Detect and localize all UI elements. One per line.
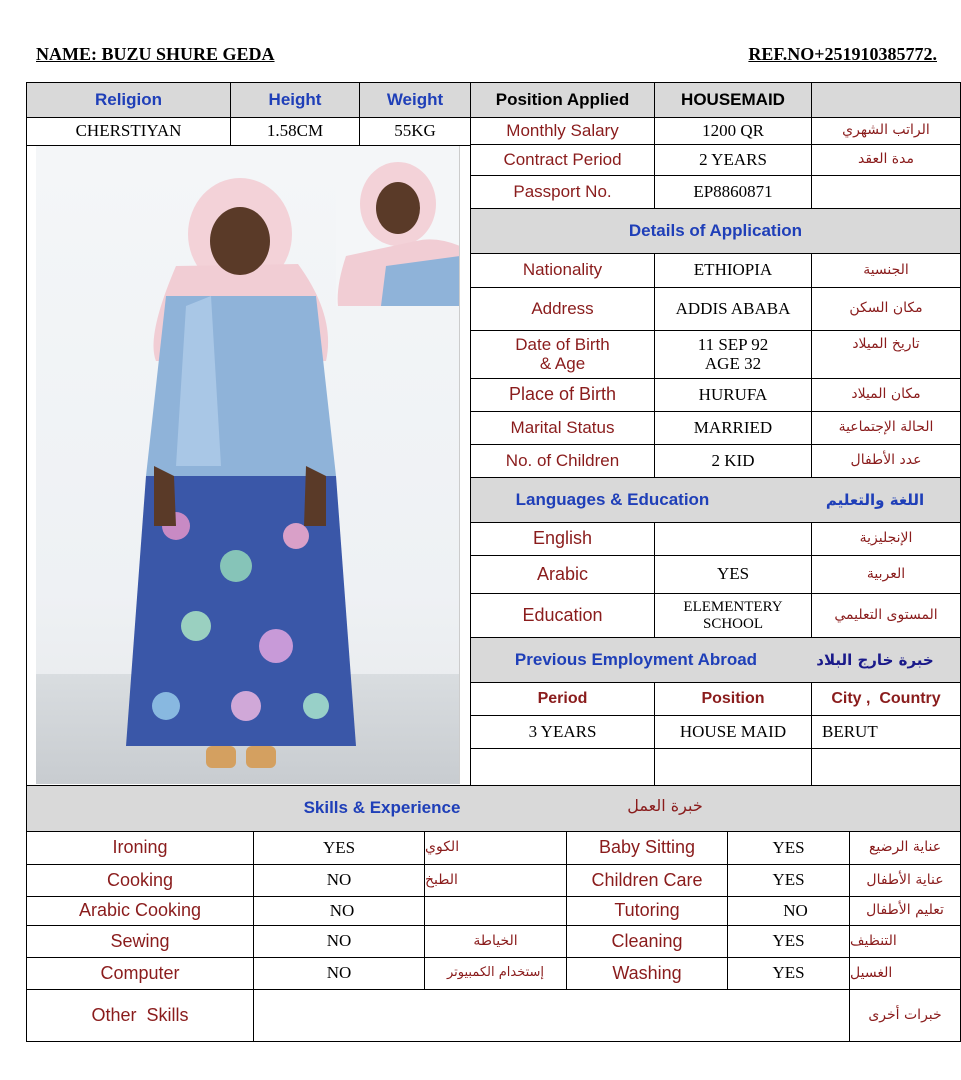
skill-cleaning-value: YES bbox=[772, 931, 805, 951]
arabic-value: YES bbox=[716, 564, 750, 584]
employment-section-title-arabic: خبرة خارج البلاد bbox=[816, 650, 934, 669]
candidate-name: NAME: BUZU SHURE GEDA bbox=[36, 44, 275, 64]
children-arabic: عدد الأطفال bbox=[850, 452, 922, 469]
languages-section-title: Languages & Education bbox=[515, 489, 710, 509]
skill-arabic-cooking-label: Arabic Cooking bbox=[78, 900, 202, 921]
employment-col-position: Position bbox=[701, 690, 765, 708]
skill-children-care-arabic: عناية الأطفال bbox=[866, 871, 944, 888]
other-skills-value bbox=[254, 990, 849, 1041]
employment-city-value: BERUT bbox=[822, 721, 878, 741]
place-of-birth-value: HURUFA bbox=[698, 384, 768, 404]
english-label: English bbox=[532, 528, 593, 549]
skill-tutoring-label: Tutoring bbox=[614, 900, 680, 921]
children-value: 2 KID bbox=[711, 450, 755, 470]
dob-value-date: 11 SEP 92 bbox=[697, 334, 769, 354]
details-section-title: Details of Application bbox=[471, 209, 960, 253]
skills-section-title-arabic: خبرة العمل bbox=[627, 796, 703, 816]
skill-arabic-cooking-value: NO bbox=[329, 900, 355, 920]
monthly-salary-label: Monthly Salary bbox=[506, 120, 619, 140]
height-value: 1.58CM bbox=[266, 120, 324, 140]
passport-photo-icon bbox=[336, 146, 460, 306]
skill-ironing-label: Ironing bbox=[112, 837, 168, 858]
skill-cooking-arabic: الطبخ bbox=[425, 871, 458, 888]
address-label: Address bbox=[531, 298, 594, 318]
place-of-birth-label: Place of Birth bbox=[508, 384, 617, 405]
weight-header: Weight bbox=[386, 89, 444, 109]
monthly-salary-arabic: الراتب الشهري bbox=[842, 122, 930, 139]
employment-period-value: 3 YEARS bbox=[528, 721, 597, 741]
place-of-birth-arabic: مكان الميلاد bbox=[851, 386, 921, 403]
skill-cooking-label: Cooking bbox=[106, 869, 174, 890]
skill-computer-arabic: إستخدام الكمبيوتر bbox=[446, 965, 545, 981]
candidate-photo bbox=[36, 146, 460, 784]
full-body-figure-icon bbox=[126, 178, 356, 768]
position-applied-label: Position Applied bbox=[495, 89, 630, 109]
skills-section-title: Skills & Experience bbox=[303, 798, 461, 818]
passport-label: Passport No. bbox=[513, 181, 612, 201]
employment-section-title: Previous Employment Abroad bbox=[514, 649, 758, 669]
weight-value: 55KG bbox=[394, 120, 436, 140]
skill-ironing-arabic: الكوي bbox=[425, 839, 460, 856]
skill-washing-label: Washing bbox=[612, 962, 682, 983]
skill-sewing-value: NO bbox=[326, 931, 352, 951]
marital-status-arabic: الحالة الإجتماعية bbox=[838, 419, 934, 436]
dob-arabic: تاريخ الميلاد bbox=[852, 336, 920, 352]
skill-baby-sitting-arabic: عناية الرضيع bbox=[868, 839, 942, 856]
employment-position-value: HOUSE MAID bbox=[679, 721, 787, 741]
children-label: No. of Children bbox=[505, 450, 620, 470]
arabic-label: Arabic bbox=[536, 563, 589, 584]
marital-status-value: MARRIED bbox=[693, 417, 773, 437]
skill-children-care-label: Children Care bbox=[591, 869, 703, 890]
dob-value-age: AGE 32 bbox=[704, 353, 762, 373]
dob-label-line1: Date of Birth bbox=[515, 334, 610, 354]
monthly-salary-value: 1200 QR bbox=[702, 120, 764, 140]
skill-tutoring-value: NO bbox=[783, 900, 808, 920]
employment-col-period: Period bbox=[537, 690, 588, 708]
english-value bbox=[655, 523, 811, 555]
languages-section-title-arabic: اللغة والتعليم bbox=[825, 490, 925, 509]
skill-children-care-value: YES bbox=[772, 870, 805, 890]
dob-label-line2: & Age bbox=[539, 353, 586, 373]
religion-value: CHERSTIYAN bbox=[75, 120, 182, 140]
religion-header: Religion bbox=[94, 89, 163, 109]
address-value: ADDIS ABABA bbox=[675, 298, 791, 318]
address-arabic: مكان السكن bbox=[849, 300, 923, 317]
education-label: Education bbox=[522, 604, 603, 625]
skill-cleaning-arabic: التنظيف bbox=[850, 932, 897, 949]
skill-sewing-label: Sewing bbox=[110, 930, 170, 951]
skill-arabic-cooking-arabic bbox=[425, 897, 566, 925]
marital-status-label: Marital Status bbox=[510, 417, 615, 437]
education-value-line2: SCHOOL bbox=[702, 615, 763, 632]
skill-cleaning-label: Cleaning bbox=[611, 930, 683, 951]
passport-arabic bbox=[812, 176, 960, 208]
nationality-label: Nationality bbox=[522, 260, 603, 280]
skill-computer-value: NO bbox=[326, 963, 352, 983]
nationality-value: ETHIOPIA bbox=[693, 260, 773, 280]
nationality-arabic: الجنسية bbox=[863, 261, 909, 278]
skill-ironing-value: YES bbox=[322, 837, 356, 857]
skill-baby-sitting-value: YES bbox=[772, 837, 805, 857]
contract-period-arabic: مدة العقد bbox=[858, 151, 914, 168]
dob-value bbox=[655, 331, 811, 378]
skill-washing-value: YES bbox=[772, 963, 805, 983]
contract-period-label: Contract Period bbox=[503, 149, 622, 169]
skill-cooking-value: NO bbox=[326, 870, 352, 890]
employment-col-city: City , Country bbox=[831, 690, 941, 708]
education-value-line1: ELEMENTERY bbox=[683, 599, 783, 615]
arabic-arabic: العربية bbox=[866, 565, 906, 582]
skill-baby-sitting-label: Baby Sitting bbox=[598, 837, 696, 858]
other-skills-arabic: خبرات أخرى bbox=[868, 1006, 942, 1023]
skill-sewing-arabic: الخياطة bbox=[473, 932, 518, 949]
skill-tutoring-arabic: تعليم الأطفال bbox=[866, 902, 944, 919]
education-arabic: المستوى التعليمي bbox=[834, 606, 938, 623]
education-value bbox=[655, 594, 811, 637]
reference-number: REF.NO+251910385772. bbox=[748, 44, 937, 64]
contract-period-value: 2 YEARS bbox=[699, 149, 767, 169]
other-skills-label: Other Skills bbox=[91, 1004, 189, 1025]
passport-value: EP8860871 bbox=[693, 181, 773, 201]
position-applied-value: HOUSEMAID bbox=[681, 89, 785, 109]
height-header: Height bbox=[268, 89, 322, 109]
dob-label bbox=[471, 331, 654, 378]
skill-computer-label: Computer bbox=[100, 962, 180, 983]
skill-washing-arabic: الغسيل bbox=[850, 964, 893, 981]
english-arabic: الإنجليزية bbox=[859, 530, 913, 547]
